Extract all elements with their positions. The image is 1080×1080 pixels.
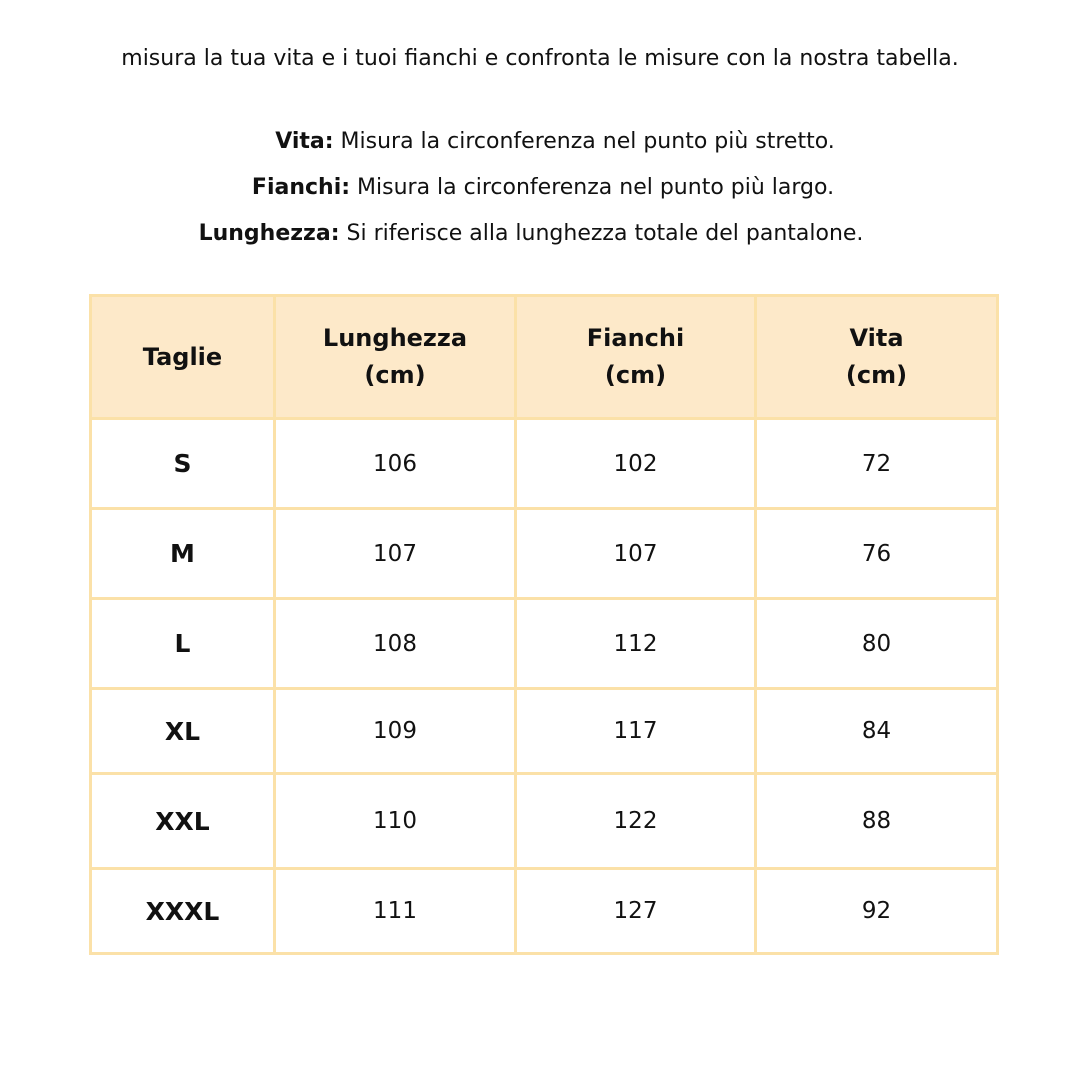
definition-text: Misura la circonferenza nel punto più largo. (350, 175, 835, 200)
fianchi-cell: 122 (516, 774, 756, 869)
size-cell: L (91, 599, 275, 689)
fianchi-cell: 112 (516, 599, 756, 689)
lunghezza-cell: 107 (275, 509, 516, 599)
definition-vita (0, 127, 1080, 157)
vita-cell: 80 (756, 599, 998, 689)
header-label: Fianchi (586, 324, 685, 352)
definition-text: Misura la circonferenza nel punto più stretto. (333, 129, 835, 154)
vita-cell: 88 (756, 774, 998, 869)
header-label: Vita (849, 324, 904, 352)
header-fianchi (516, 296, 756, 419)
table-row (91, 509, 998, 599)
vita-cell: 72 (756, 419, 998, 509)
size-cell: M (91, 509, 275, 599)
table-row (91, 774, 998, 869)
definition-term: Lunghezza: (198, 221, 340, 246)
header-lunghezza (275, 296, 516, 419)
fianchi-cell: 102 (516, 419, 756, 509)
header-taglie (91, 296, 275, 419)
table-row (91, 689, 998, 774)
lunghezza-cell: 108 (275, 599, 516, 689)
header-label: Lunghezza (322, 324, 468, 352)
vita-cell: 92 (756, 869, 998, 954)
size-cell: S (91, 419, 275, 509)
header-label: Taglie (142, 342, 223, 371)
definition-lunghezza (0, 219, 1080, 249)
table-row (91, 869, 998, 954)
definition-fianchi (0, 173, 1080, 203)
definition-term: Fianchi: (251, 175, 351, 200)
fianchi-cell: 107 (516, 509, 756, 599)
lunghezza-cell: 106 (275, 419, 516, 509)
size-chart-table (89, 294, 999, 955)
fianchi-cell: 117 (516, 689, 756, 774)
fianchi-cell: 127 (516, 869, 756, 954)
table-row (91, 599, 998, 689)
table-row (91, 419, 998, 509)
header-unit: (cm) (364, 361, 426, 389)
size-cell: XL (91, 689, 275, 774)
size-cell: XXXL (91, 869, 275, 954)
lunghezza-cell: 110 (275, 774, 516, 869)
definition-term: Vita: (275, 129, 334, 154)
lunghezza-cell: 111 (275, 869, 516, 954)
definition-text: Si riferisce alla lunghezza totale del pantalone. (339, 221, 864, 246)
intro-text: misura la tua vita e i tuoi fianchi e confronta le misure con la nostra tabella. (121, 46, 959, 71)
header-vita (756, 296, 998, 419)
size-cell: XXL (91, 774, 275, 869)
table-header-row (91, 296, 998, 419)
header-unit: (cm) (604, 361, 667, 389)
vita-cell: 76 (756, 509, 998, 599)
lunghezza-cell: 109 (275, 689, 516, 774)
header-unit: (cm) (845, 361, 908, 389)
vita-cell: 84 (756, 689, 998, 774)
